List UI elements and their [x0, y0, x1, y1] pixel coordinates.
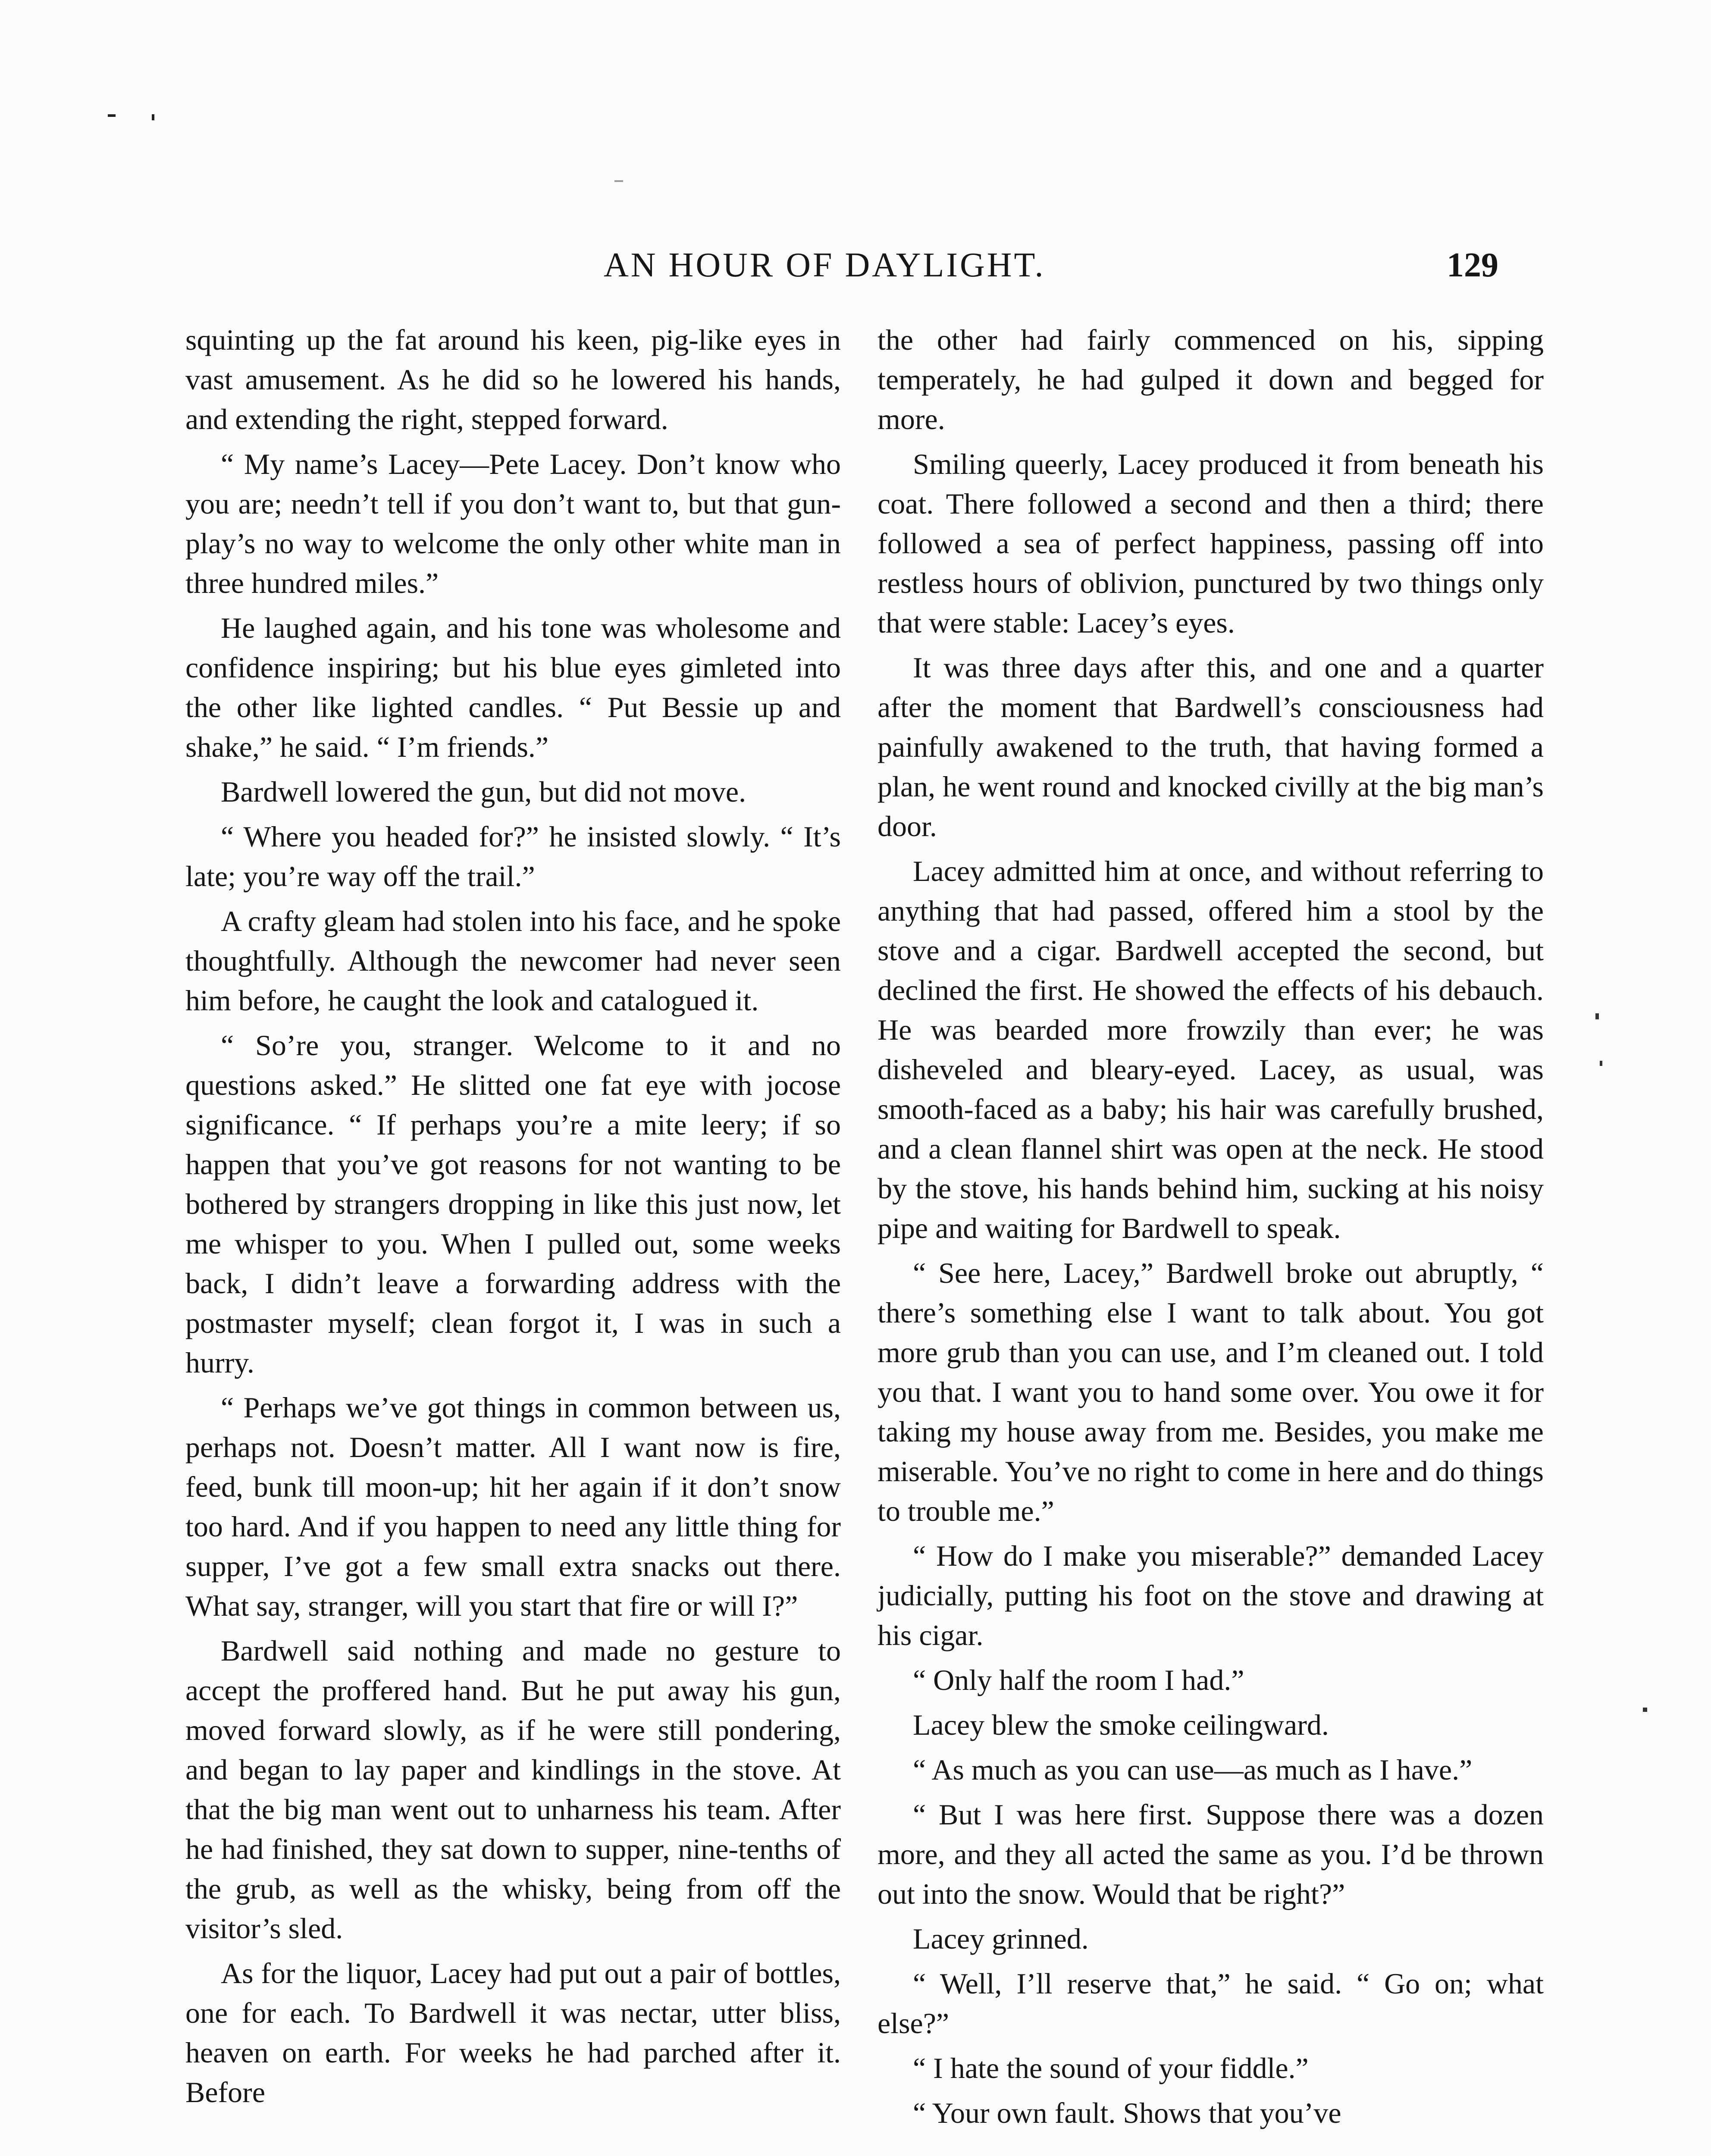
paragraph: “ Your own fault. Shows that you’ve	[913, 2096, 1341, 2129]
page-number: 129	[1447, 246, 1498, 284]
ink-speck	[614, 180, 623, 182]
ink-speck	[108, 114, 116, 117]
ink-speck	[152, 114, 154, 120]
paragraph: the other had fairly commenced on his, sipping temperately, he had gulped it down and begged for more.	[877, 323, 1544, 436]
paragraph: “ See here, Lacey,” Bardwell broke out abruptly, “ there’s something else I want to talk about. You got more grub than you can use, and I’m cleaned out. I told you that. I want you to hand some over. You owe it for taking my house away from me. Besides, you make me miserable. You’ve no right to come in here and do things to trouble me.”	[877, 1257, 1544, 1527]
ink-speck	[1643, 1708, 1647, 1712]
paragraph: Lacey blew the smoke ceilingward.	[913, 1708, 1329, 1741]
paragraph: As for the liquor, Lacey had put out a pair of bottles, one for each. To Bardwell it was nectar, utter bliss, heaven on earth. For weeks he had parched after it. Before	[185, 1957, 841, 2109]
paragraph: “ Perhaps we’ve got things in common between us, perhaps not. Doesn’t matter. All I want now is fire, feed, bunk till moon-up; hit her again if it don’t snow too hard. And if you happen to need any little thing for supper, I’ve got a few small extra snacks out there. What say, stranger, will you start that fire or will I?”	[185, 1391, 841, 1622]
paragraph: “ Where you headed for?” he insisted slowly. “ It’s late; you’re way off the trail.”	[185, 820, 841, 893]
paragraph: “ I hate the sound of your fiddle.”	[913, 2052, 1309, 2084]
paragraph: “ How do I make you miserable?” demanded Lacey judicially, putting his foot on the stove and drawing at his cigar.	[877, 1539, 1544, 1651]
paragraph: “ So’re you, stranger. Welcome to it and no questions asked.” He slitted one fat eye with jocose significance. “ If perhaps you’re a mite leery; if so happen that you’ve got reasons for not wanting to be bothered by strangers dropping in like this just now, let me whisper to you. When I pulled out, some weeks back, I didn’t leave a forwarding address with the postmaster myself; clean forgot it, I was in such a hurry.	[185, 1029, 841, 1379]
paragraph: “ But I was here first. Suppose there was a dozen more, and they all acted the same as you. I’d be thrown out into the snow. Would that be right?”	[877, 1798, 1544, 1910]
paragraph: Lacey admitted him at once, and without referring to anything that had passed, offered him a stool by the stove and a cigar. Bardwell accepted the second, but declined the first. He showed the effects of his debauch. He was bearded more frowzily than ever; he was disheveled and bleary-eyed. Lacey, as usual, was smooth-faced as a baby; his hair was carefully brushed, and a clean flannel shirt was open at the neck. He stood by the stove, his hands behind him, sucking at his noisy pipe and waiting for Bardwell to speak.	[877, 855, 1544, 1244]
paragraph: squinting up the fat around his keen, pig-like eyes in vast amusement. As he did so he lowered his hands, and extending the right, stepped forward.	[185, 323, 841, 436]
paragraph: It was three days after this, and one and a quarter after the moment that Bardwell’s consciousness had painfully awakened to the truth, that having formed a plan, he went round and knocked civilly at the big man’s door.	[877, 651, 1544, 843]
paragraph: Lacey grinned.	[913, 1922, 1089, 1955]
paragraph: Smiling queerly, Lacey produced it from beneath his coat. There followed a second and then a third; there followed a sea of perfect happiness, passing off into restless hours of oblivion, punctured by two things only that were stable: Lacey’s eyes.	[877, 448, 1544, 639]
ink-speck	[1595, 1013, 1599, 1019]
paragraph: Bardwell said nothing and made no gesture to accept the proffered hand. But he put away his gun, moved forward slowly, as if he were still pondering, and began to lay paper and kindlings in the stove. At that the big man went out to unharness his team. After he had finished, they sat down to supper, nine-tenths of the grub, as well as the whisky, being from off the visitor’s sled.	[185, 1634, 841, 1945]
paragraph: Bardwell lowered the gun, but did not move.	[221, 775, 746, 808]
paragraph: “ My name’s Lacey—Pete Lacey. Don’t know who you are; needn’t tell if you don’t want to, but that gun-play’s no way to welcome the only other white man in three hundred miles.”	[185, 448, 841, 599]
paragraph: “ Only half the room I had.”	[913, 1664, 1244, 1696]
paragraph: “ As much as you can use—as much as I have.”	[913, 1753, 1473, 1786]
running-title: AN HOUR OF DAYLIGHT.	[604, 246, 1046, 284]
paragraph: He laughed again, and his tone was wholesome and confidence inspiring; but his blue eyes gimleted into the other like lighted candles. “ Put Bessie up and shake,” he said. “ I’m friends.”	[185, 611, 841, 763]
ink-speck	[1600, 1061, 1602, 1066]
paragraph: A crafty gleam had stolen into his face, and he spoke thoughtfully. Although the newcomer had never seen him before, he caught the look and catalogued it.	[185, 905, 841, 1017]
paragraph: “ Well, I’ll reserve that,” he said. “ Go on; what else?”	[877, 1967, 1544, 2040]
